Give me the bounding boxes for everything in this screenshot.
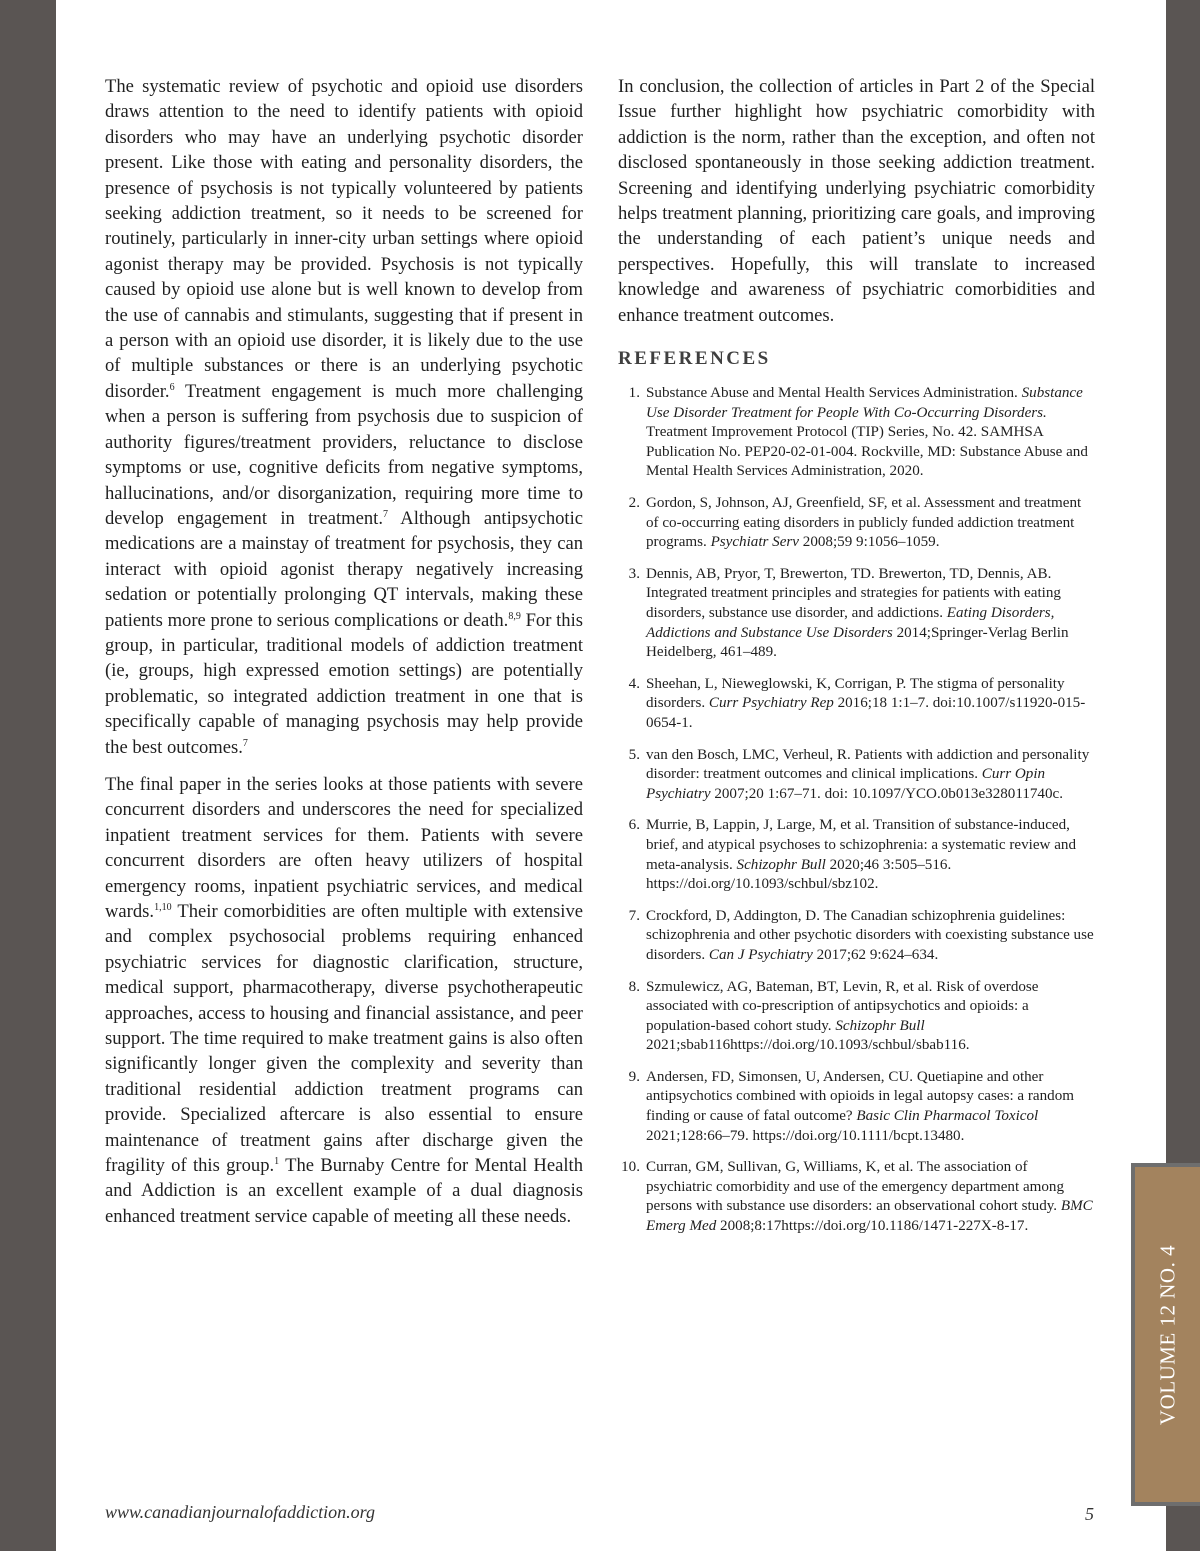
paragraph-text: The systematic review of psychotic and opioid use disorders draws attention to the need to identify patients with opioid disorders who may have an underlying psychotic disorder present. Like those with eating and personality disorders, the presence of psychosis is not typically volunteered by patients seeking addiction treatment, so it needs to be screened for routinely, particularly in inner-city urban settings where opioid agonist therapy may be provided. Psychosis is not typically caused by opioid use alone but is well known to develop from the use of cannabis and stimulants, suggesting that if present in a person with an opioid use disorder, it is likely due to the use of multiple substances or there is an underlying psychotic disorder. — [105, 76, 583, 402]
reference-text: Curran, GM, Sullivan, G, Williams, K, et al. The association of psychiatric comorbidity and use of the emergency department among persons with substance use disorders: an observational cohort study. — [646, 1159, 1065, 1215]
reference-details: 2017;62 9:624–634. — [812, 946, 939, 963]
citation-superscript: 7 — [242, 737, 248, 749]
reference-number: 5. — [628, 746, 640, 763]
reference-number: 4. — [628, 675, 640, 692]
reference-details: 2016;18 1:1–7. doi:10.1007/s11920-015-0654-1. — [646, 695, 1086, 731]
reference-item — [618, 746, 1095, 805]
reference-item — [618, 816, 1095, 894]
reference-details: 2007;20 1:67–71. doi: 10.1097/YCO.0b013e328011740c. — [710, 785, 1064, 802]
reference-source: Schizophr Bull — [736, 856, 826, 873]
reference-item — [618, 907, 1095, 966]
reference-item — [618, 1158, 1095, 1236]
reference-source: Eating Disorders, Addictions and Substance Use Disorders — [646, 605, 1055, 641]
reference-source: BMC Emerg Med — [646, 1198, 1093, 1235]
right-column — [618, 74, 1095, 1249]
citation-superscript: 1,10 — [154, 902, 172, 913]
reference-source: Psychiatr Serv — [710, 534, 800, 551]
reference-details: 2020;46 3:505–516. https://doi.org/10.1093/schbul/sbz102. — [646, 856, 952, 893]
footer-url[interactable]: www.canadianjournalofaddiction.org — [105, 1502, 376, 1522]
reference-text: van den Bosch, LMC, Verheul, R. Patients with addiction and personality disorder: treatment outcomes and clinical implications. — [646, 746, 1090, 783]
reference-source: Curr Opin Psychiatry — [646, 766, 1046, 802]
reference-details: 2014;Springer-Verlag Berlin Heidelberg, 461–489. — [646, 624, 1069, 661]
reference-text: Gordon, S, Johnson, AJ, Greenfield, SF, et al. Assessment and treatment of co-occurring eating disorders in publicly funded addiction treatment programs. — [646, 495, 1082, 551]
reference-list — [618, 384, 1095, 1237]
reference-text: Andersen, FD, Simonsen, U, Andersen, CU. Quetiapine and other antipsychotics combined with opioids in legal autopsy cases: a random finding or cause of fatal outcome? — [646, 1068, 1074, 1125]
paragraph-text: For this group, in particular, traditional models of addiction treatment (ie, groups, high expressed emotion settings) are potentially problematic, so integrated addiction treatment in one that is specifically capable of managing psychosis may help provide the best outcomes. — [105, 609, 583, 758]
paragraph-text: Although antipsychotic medications are a mainstay of treatment for psychosis, they can interact with opioid agonist therapy negatively increasing sedation or potentially prolonging QT intervals, making these patients more prone to serious complications or death. — [105, 507, 583, 631]
reference-item — [618, 565, 1095, 663]
reference-text: Szmulewicz, AG, Bateman, BT, Levin, R, et al. Risk of overdose associated with co-prescription of antipsychotics and opioids: a population-based cohort study. — [646, 978, 1039, 1034]
reference-number: 3. — [628, 565, 640, 582]
volume-tab — [1131, 1163, 1200, 1506]
reference-text: Murrie, B, Lappin, J, Large, M, et al. Transition of substance-induced, brief, and atypical psychoses to schizophrenia: a systematic review and meta-analysis. — [646, 817, 1077, 873]
reference-text: Sheehan, L, Nieweglowski, K, Corrigan, P. The stigma of personality disorders. — [646, 675, 1065, 712]
reference-source: Schizophr Bull — [835, 1017, 925, 1034]
paragraph-text: The Burnaby Centre for Mental Health and Addiction is an excellent example of a dual diagnosis enhanced treatment service capable of meeting all these needs. — [105, 1155, 583, 1227]
reference-source: Can J Psychiatry — [708, 946, 813, 963]
citation-superscript: 6 — [169, 381, 175, 393]
body-paragraph-conclusion: In conclusion, the collection of articles in Part 2 of the Special Issue further highlight how psychiatric comorbidity with addiction is the norm, rather than the exception, and often not disclosed spontaneously in those seeking addiction treatment. Screening and identifying underlying psychiatric comorbidity helps treatment planning, prioritizing care goals, and improving the understanding of each patient’s unique needs and perspectives. Hopefully, this will translate to increased knowledge and awareness of psychiatric comorbidities and enhance treatment outcomes. — [618, 76, 1095, 326]
reference-item — [618, 1068, 1095, 1146]
reference-details: 2008;8:17https://doi.org/10.1186/1471-227X-8-17. — [716, 1218, 1029, 1235]
reference-details: Treatment Improvement Protocol (TIP) Series, No. 42. SAMHSA Publication No. PEP20-02-01-004. Rockville, MD: Substance Abuse and Mental Health Services Administration, 2020. — [646, 424, 1088, 480]
left-margin-band — [0, 0, 56, 1551]
reference-text: Dennis, AB, Pryor, T, Brewerton, TD. Brewerton, TD, Dennis, AB. Integrated treatment principles and strategies for patients with eating disorders, substance use disorder, and addictions. — [646, 565, 1061, 621]
reference-details: 2021;sbab116https://doi.org/10.1093/schbul/sbab116. — [646, 1037, 970, 1054]
reference-item — [618, 978, 1095, 1056]
paragraph-text: The final paper in the series looks at those patients with severe concurrent disorders and underscores the need for specialized inpatient treatment services for them. Patients with severe concurrent disorders are often heavy utilizers of hospital emergency rooms, inpatient psychiatric services, and medical wards. — [105, 773, 583, 922]
reference-number: 1. — [628, 385, 640, 402]
volume-label: VOLUME 12 NO. 4 — [1155, 1244, 1179, 1425]
references-heading: REFERENCES — [618, 348, 771, 370]
reference-details: 2008;59 9:1056–1059. — [799, 534, 940, 551]
reference-source: Substance Use Disorder Treatment for People With Co-Occurring Disorders. — [646, 385, 1083, 421]
left-column — [105, 74, 583, 1241]
reference-item — [618, 494, 1095, 553]
reference-details: 2021;128:66–79. https://doi.org/10.1111/bcpt.13480. — [646, 1127, 965, 1144]
reference-number: 7. — [628, 907, 640, 924]
reference-source: Basic Clin Pharmacol Toxicol — [856, 1108, 1039, 1125]
reference-number: 9. — [628, 1068, 640, 1085]
body-paragraph-final-paper — [105, 772, 583, 1229]
reference-text: Substance Abuse and Mental Health Services Administration. — [646, 385, 1022, 402]
body-paragraph-psychosis — [105, 74, 583, 760]
reference-source: Curr Psychiatry Rep — [708, 695, 834, 712]
reference-number: 6. — [628, 817, 640, 834]
paragraph-text: Their comorbidities are often multiple with extensive and complex psychosocial problems requiring enhanced psychiatric services for diagnostic clarification, structure, medical support, pharmacotherapy, diverse psychotherapeutic approaches, access to housing and financial assistance, and peer support. The time required to make treatment gains is also often significantly longer given the complexity and severity than traditional residential addiction treatment programs can provide. Specialized aftercare is also essential to ensure maintenance of treatment gains after discharge given the fragility of this group. — [105, 901, 583, 1177]
citation-superscript: 1 — [274, 1156, 280, 1168]
reference-number: 10. — [621, 1159, 640, 1176]
reference-number: 8. — [628, 978, 640, 995]
reference-item — [618, 675, 1095, 734]
reference-number: 2. — [628, 495, 640, 512]
paragraph-text: Treatment engagement is much more challenging when a person is suffering from psychosis due to suspicion of authority figures/treatment providers, reluctance to disclose symptoms or use, cognitive deficits from negative symptoms, hallucinations, and/or disorganization, requiring more time to develop engagement in treatment. — [105, 380, 583, 529]
reference-item — [618, 384, 1095, 482]
page-number: 5 — [1085, 1504, 1094, 1524]
citation-superscript: 7 — [382, 508, 388, 520]
reference-text: Crockford, D, Addington, D. The Canadian schizophrenia guidelines: schizophrenia and other psychotic disorders with coexisting substance use disorders. — [646, 907, 1094, 963]
citation-superscript: 8,9 — [508, 610, 521, 622]
